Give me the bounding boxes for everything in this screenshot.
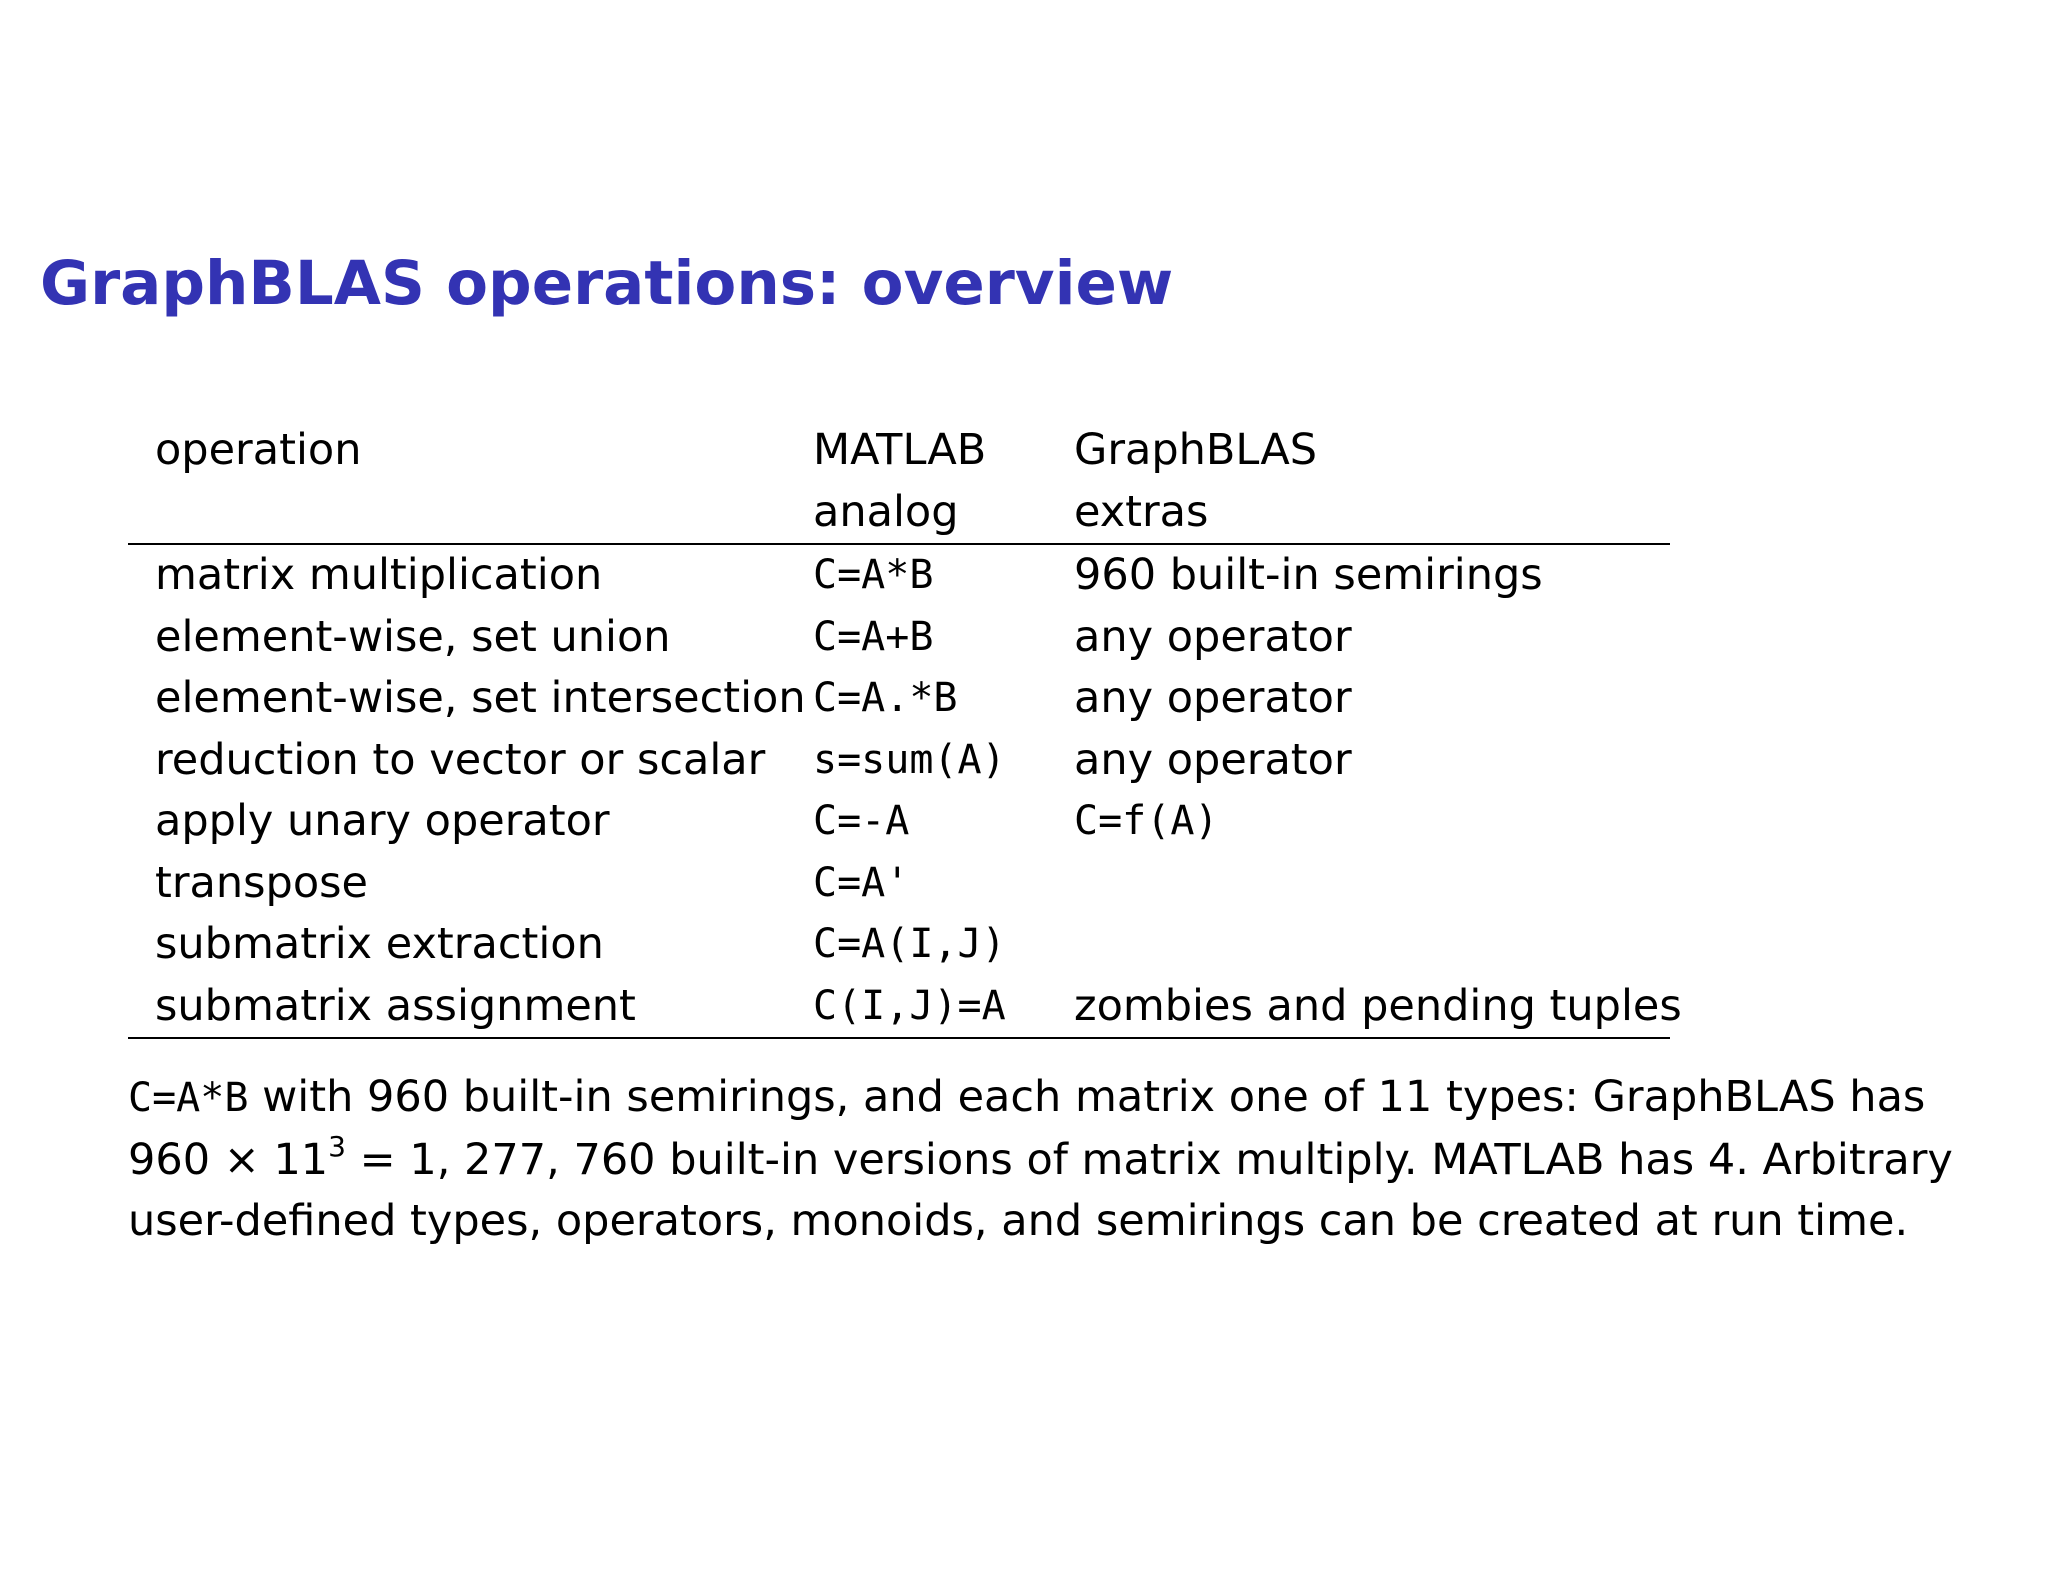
header-graphblas: GraphBLAS bbox=[1074, 425, 1318, 475]
table-row bbox=[128, 791, 1670, 853]
summary-text: user-defined types, operators, monoids, and semirings can be created at run time. bbox=[128, 1196, 1909, 1246]
extras-cell: zombies and pending tuples bbox=[1074, 980, 1682, 1031]
operation-cell: apply unary operator bbox=[155, 796, 610, 846]
table-row bbox=[128, 914, 1670, 976]
matlab-cell: C=A' bbox=[813, 859, 910, 906]
summary-text: with 960 built-in semirings, and each matrix one of 11 types: GraphBLAS has bbox=[248, 1072, 1926, 1122]
extras-cell: any operator bbox=[1074, 611, 1352, 662]
operation-cell: matrix multiplication bbox=[155, 550, 603, 600]
matlab-cell: s=sum(A) bbox=[813, 736, 1006, 783]
header-graphblas-sub: extras bbox=[1074, 486, 1209, 537]
inline-code: C=A*B bbox=[128, 1075, 249, 1121]
extras-cell: any operator bbox=[1074, 673, 1352, 723]
extras-cell: C=f(A) bbox=[1074, 798, 1219, 844]
header-matlab: MATLAB bbox=[813, 425, 987, 475]
table-row bbox=[128, 668, 1670, 730]
summary-line bbox=[128, 1191, 1928, 1253]
summary-line bbox=[128, 1067, 1928, 1130]
table-row bbox=[128, 607, 1670, 669]
slide-title: GraphBLAS operations: overview bbox=[40, 248, 1174, 319]
formula-base: 960 × 11 bbox=[128, 1134, 329, 1185]
formula-exponent: 3 bbox=[328, 1129, 346, 1163]
operation-cell: element-wise, set intersection bbox=[155, 673, 806, 723]
bottom-rule bbox=[128, 1037, 1670, 1039]
table-header-row bbox=[128, 482, 1670, 544]
matlab-cell: C=A(I,J) bbox=[813, 921, 1006, 967]
matlab-cell: C=A*B bbox=[813, 552, 934, 598]
operations-table bbox=[128, 420, 1682, 1039]
operation-cell: submatrix extraction bbox=[155, 919, 604, 969]
extras-cell: 960 built-in semirings bbox=[1074, 550, 1543, 600]
table-row bbox=[128, 730, 1670, 792]
operation-cell: transpose bbox=[155, 857, 369, 908]
matlab-cell: C(I,J)=A bbox=[813, 982, 1006, 1029]
header-operation: operation bbox=[155, 425, 362, 475]
extras-cell: any operator bbox=[1074, 734, 1352, 785]
table-row bbox=[128, 545, 1670, 607]
operation-cell: element-wise, set union bbox=[155, 611, 671, 662]
operation-cell: reduction to vector or scalar bbox=[155, 734, 766, 785]
table-row bbox=[128, 853, 1670, 915]
matlab-cell: C=A+B bbox=[813, 613, 934, 660]
table-header-row bbox=[128, 420, 1670, 482]
summary-paragraph bbox=[128, 1067, 1953, 1253]
summary-line bbox=[128, 1129, 1953, 1192]
matlab-cell: C=A.*B bbox=[813, 675, 958, 721]
table-row bbox=[128, 976, 1682, 1038]
matlab-cell: C=-A bbox=[813, 798, 910, 844]
summary-text: = 1, 277, 760 built-in versions of matrix multiply. MATLAB has 4. Arbitrary bbox=[345, 1134, 1953, 1185]
header-matlab-sub: analog bbox=[813, 486, 959, 537]
operation-cell: submatrix assignment bbox=[155, 980, 636, 1031]
